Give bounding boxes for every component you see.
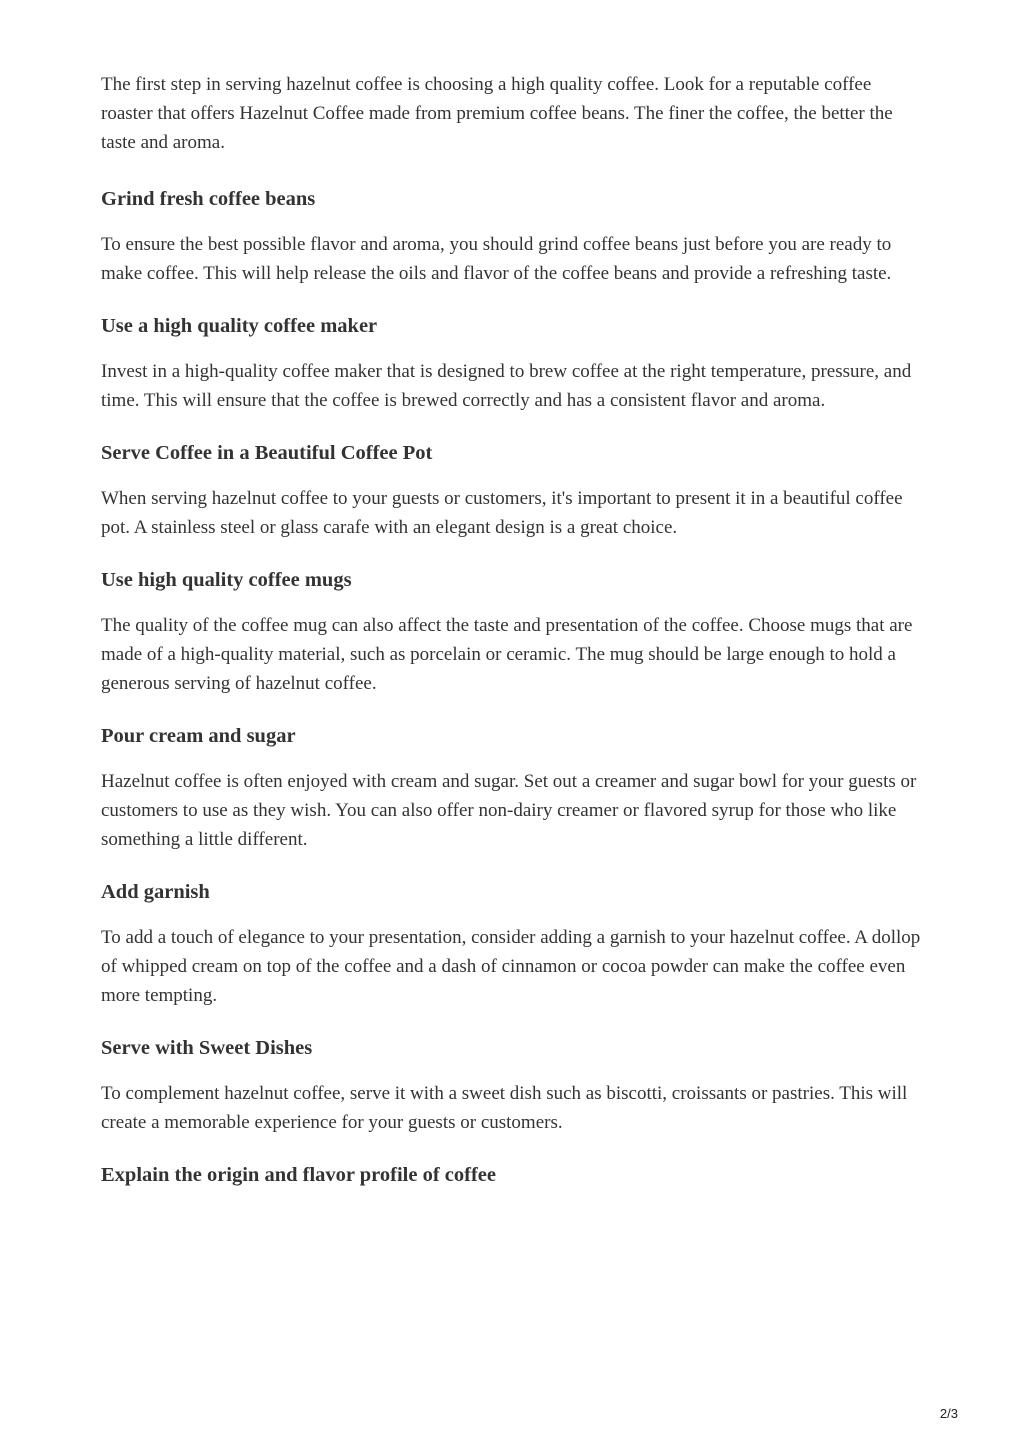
- final-section-heading: Explain the origin and flavor profile of coffee: [101, 1164, 496, 1186]
- document-page: [101, 70, 923, 1189]
- section-garnish: [101, 878, 923, 1010]
- section-body: When serving hazelnut coffee to your guests or customers, it's important to present it in a beautiful coffee pot. A stainless steel or glass carafe with an elegant design is a great choice.: [101, 488, 903, 538]
- section-body: To ensure the best possible flavor and aroma, you should grind coffee beans just before you are ready to make coffee. This will help release the oils and flavor of the coffee beans and provide a refreshing taste.: [101, 234, 892, 284]
- section-body: Invest in a high-quality coffee maker that is designed to brew coffee at the right temperature, pressure, and time. This will ensure that the coffee is brewed correctly and has a consistent flavor and aroma.: [101, 361, 912, 411]
- section-body: To add a touch of elegance to your presentation, consider adding a garnish to your hazelnut coffee. A dollop of whipped cream on top of the coffee and a dash of cinnamon or cocoa powder can make the coffee even more tempting.: [101, 927, 921, 1006]
- section-coffee-pot: [101, 439, 923, 542]
- section-heading: Serve Coffee in a Beautiful Coffee Pot: [101, 442, 433, 464]
- section-body: To complement hazelnut coffee, serve it with a sweet dish such as biscotti, croissants or pastries. This will create a memorable experience for your guests or customers.: [101, 1083, 908, 1133]
- section-cream-sugar: [101, 722, 923, 854]
- intro-paragraph: The first step in serving hazelnut coffee is choosing a high quality coffee. Look for a reputable coffee roaster that offers Hazelnut Coffee made from premium coffee beans. The finer the coffee, the better the taste and aroma.: [101, 74, 893, 153]
- section-heading: Use a high quality coffee maker: [101, 315, 378, 337]
- section-heading: Grind fresh coffee beans: [101, 188, 316, 210]
- section-body: The quality of the coffee mug can also affect the taste and presentation of the coffee. Choose mugs that are made of a high-quality material, such as porcelain or ceramic. The mug should be large enough to hold a generous serving of hazelnut coffee.: [101, 615, 913, 694]
- section-heading: Serve with Sweet Dishes: [101, 1037, 313, 1059]
- section-heading: Pour cream and sugar: [101, 725, 296, 747]
- section-coffee-maker: [101, 312, 923, 415]
- page-number: 2/3: [939, 1406, 958, 1421]
- section-heading: Use high quality coffee mugs: [101, 569, 352, 591]
- section-grind-fresh-beans: [101, 185, 923, 288]
- section-body: Hazelnut coffee is often enjoyed with cream and sugar. Set out a creamer and sugar bowl for your guests or customers to use as they wish. You can also offer non-dairy creamer or flavored syrup for those who like something a little different.: [101, 771, 917, 850]
- section-coffee-mugs: [101, 566, 923, 698]
- section-sweet-dishes: [101, 1034, 923, 1137]
- section-heading: Add garnish: [101, 881, 210, 903]
